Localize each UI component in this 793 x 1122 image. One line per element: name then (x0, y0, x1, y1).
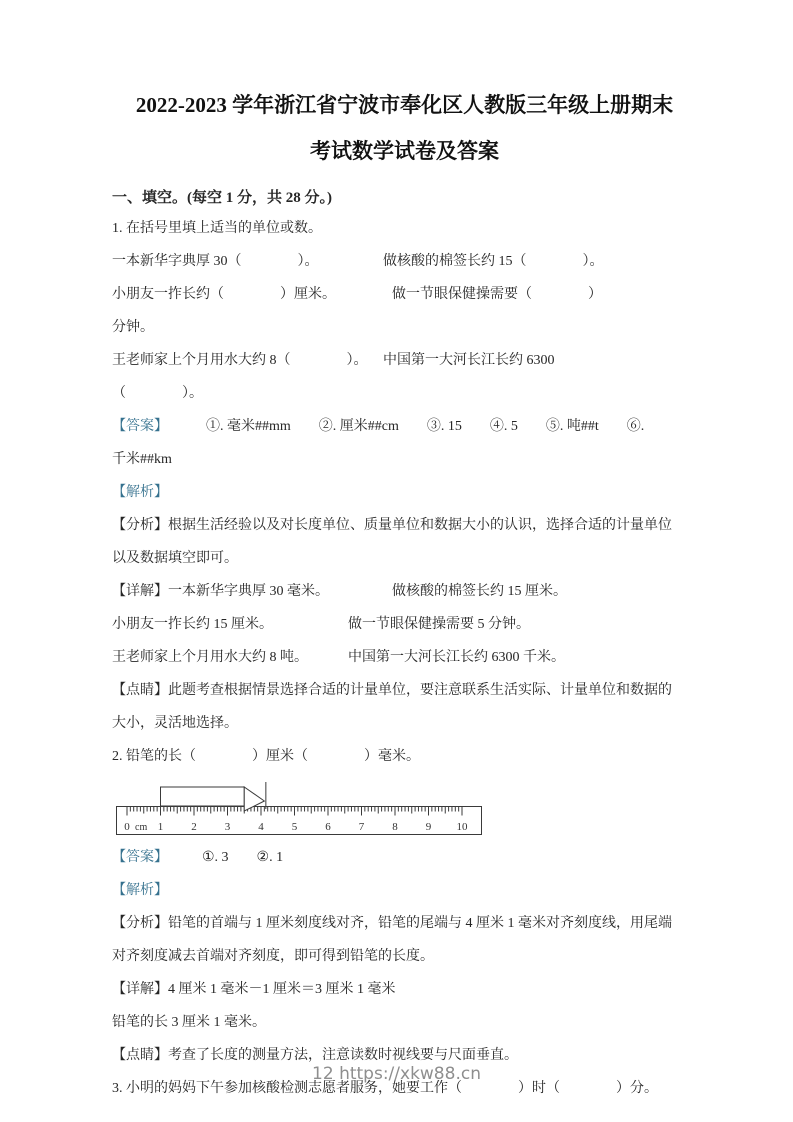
svg-text:10: 10 (456, 821, 468, 833)
q1-analysis-line2: 以及数据填空即可。 (112, 551, 238, 566)
q2-answer-line (112, 848, 697, 867)
q1-detail-row3 (112, 648, 697, 667)
q1-row1 (112, 252, 697, 271)
q1-detail-row3-left: 王老师家上个月用水大约 8 吨。 (112, 650, 308, 665)
svg-text:6: 6 (325, 821, 331, 833)
q1-row2-continuation: 分钟。 (112, 320, 154, 335)
q1-row2-right: 做一节眼保健操需要（ ） (392, 287, 602, 302)
answer-label: 【答案】 (112, 419, 168, 434)
q1-detail-row1 (112, 582, 697, 601)
q1-row2 (112, 285, 697, 304)
q2-detail-line1: 【详解】4 厘米 1 毫米－1 厘米＝3 厘米 1 毫米 (112, 982, 396, 997)
page-footer-url: 12 https://xkw88.cn (312, 1064, 481, 1084)
q1-detail-row1-right: 做核酸的棉签长约 15 厘米。 (392, 584, 567, 599)
q1-note-line1: 【点睛】此题考查根据情景选择合适的计量单位，要注意联系生活实际、计量单位和数据的 (112, 683, 672, 698)
q2-detail-line2: 铅笔的长 3 厘米 1 毫米。 (112, 1015, 266, 1030)
q1-stem: 1. 在括号里填上适当的单位或数。 (112, 221, 322, 236)
q1-row3-right: 中国第一大河长江长约 6300 (383, 353, 555, 368)
q1-row1-left: 一本新华字典厚 30（ ）。 (112, 254, 319, 269)
svg-text:2: 2 (191, 821, 197, 833)
svg-text:4: 4 (258, 821, 264, 833)
q2-answer-items: ①. 3 ②. 1 (202, 850, 284, 865)
q1-detail-row2-right: 做一节眼保健操需要 5 分钟。 (348, 617, 530, 632)
page-title (112, 92, 697, 164)
q1-row3-left: 王老师家上个月用水大约 8（ ）。 (112, 353, 368, 368)
q1-answer-line (112, 417, 697, 436)
q2-analysis-label-line (112, 881, 697, 900)
svg-text:cm: cm (135, 822, 148, 833)
q1-note-line2: 大小，灵活地选择。 (112, 716, 238, 731)
section-heading: 一、填空。(每空 1 分，共 28 分。) (112, 190, 332, 206)
pencil-ruler-figure (116, 780, 697, 837)
svg-text:1: 1 (157, 821, 164, 833)
q2-note-line: 【点睛】考查了长度的测量方法，注意读数时视线要与尺面垂直。 (112, 1048, 518, 1063)
q2-stem: 2. 铅笔的长（ ）厘米（ ）毫米。 (112, 749, 420, 764)
svg-text:0: 0 (124, 821, 130, 833)
q3-stem: 3. 小明的妈妈下午参加核酸检测志愿者服务，她要工作（ ）时（ ）分。 (112, 1081, 658, 1096)
q1-analysis-line1: 【分析】根据生活经验以及对长度单位、质量单位和数据大小的认识，选择合适的计量单位 (112, 518, 672, 533)
answer-label: 【答案】 (112, 850, 168, 865)
svg-text:5: 5 (291, 821, 298, 833)
q1-detail-row1-left: 【详解】一本新华字典厚 30 毫米。 (112, 584, 329, 599)
q1-row2-left: 小朋友一拃长约（ ）厘米。 (112, 287, 336, 302)
q1-row3 (112, 351, 697, 370)
svg-text:9: 9 (425, 821, 432, 833)
analysis-label: 【解析】 (112, 883, 168, 898)
q1-detail-row2 (112, 615, 697, 634)
q2-analysis-line1: 【分析】铅笔的首端与 1 厘米刻度线对齐，铅笔的尾端与 4 厘米 1 毫米对齐刻度线，用尾端 (112, 916, 672, 931)
analysis-label: 【解析】 (112, 485, 168, 500)
q1-detail-row3-right: 中国第一大河长江长约 6300 千米。 (348, 650, 565, 665)
q1-row1-right: 做核酸的棉签长约 15（ ）。 (383, 254, 604, 269)
q1-analysis-label-line (112, 483, 697, 502)
q1-answer-items: ①. 毫米##mm ②. 厘米##cm ③. 15 ④. 5 ⑤. 吨##t ⑥. (206, 419, 645, 434)
q1-answer-continuation: 千米##km (112, 452, 172, 467)
q1-row3-continuation: （ ）。 (112, 386, 203, 401)
svg-text:8: 8 (392, 821, 398, 833)
svg-text:7: 7 (358, 821, 365, 833)
q1-detail-row2-left: 小朋友一拃长约 15 厘米。 (112, 617, 273, 632)
q2-analysis-line2: 对齐刻度减去首端对齐刻度，即可得到铅笔的长度。 (112, 949, 434, 964)
page-title-line2: 考试数学试卷及答案 (310, 139, 499, 163)
page-title-line1: 2022-2023 学年浙江省宁波市奉化区人教版三年级上册期末 (135, 93, 674, 117)
svg-text:3: 3 (224, 821, 231, 833)
